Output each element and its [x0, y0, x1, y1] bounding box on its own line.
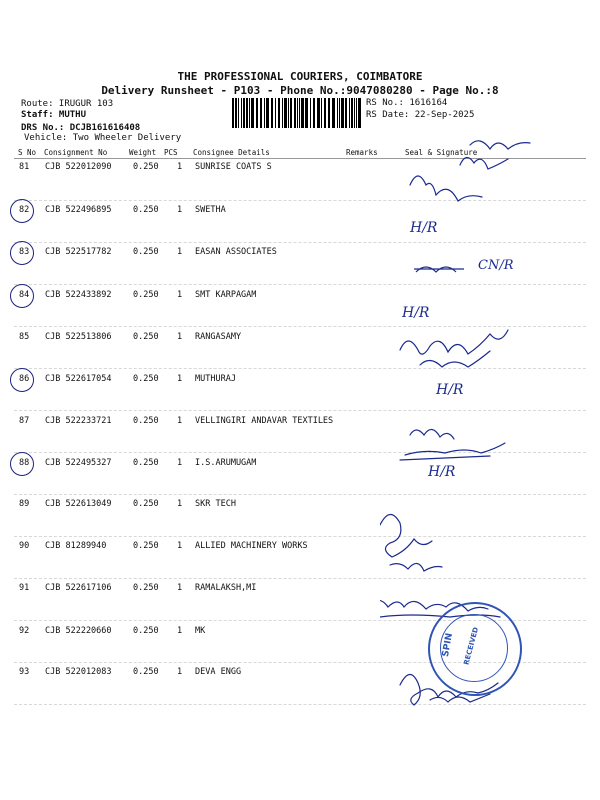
row-consignee: MUTHURAJ — [195, 374, 236, 384]
rs-number: RS No.: 1616164 — [366, 98, 448, 108]
row-consignment: CJB 522617054 — [45, 374, 112, 384]
stamp-received-text: RECEIVED — [462, 626, 481, 666]
row-weight: 0.250 — [133, 458, 159, 468]
barcode-bar — [246, 98, 248, 128]
row-consignee: VELLINGIRI ANDAVAR TEXTILES — [195, 416, 334, 426]
row-pcs: 1 — [177, 332, 183, 342]
barcode-bar — [321, 98, 322, 128]
col-weight: Weight — [129, 148, 157, 157]
barcode-bar — [299, 98, 300, 128]
drs-label: DRS No.: DCJB161616408 — [21, 123, 141, 133]
row-consignment: CJB 522433892 — [45, 290, 112, 300]
runsheet-subtitle: Delivery Runsheet - P103 - Phone No.:9047080280 - Page No.:8 — [101, 84, 499, 97]
row-sno: 86 — [19, 374, 30, 384]
row-pcs: 1 — [177, 416, 183, 426]
signature-row-90 — [380, 514, 442, 571]
row-consignee: DEVA ENGG — [195, 667, 242, 677]
barcode-bar — [349, 98, 350, 128]
barcode-bar — [282, 98, 283, 128]
barcode-bar — [232, 98, 234, 128]
staff-label: Staff: MUTHU — [21, 110, 87, 120]
row-consignee: SMT KARPAGAM — [195, 290, 257, 300]
row-consignment: CJB 522220660 — [45, 626, 112, 636]
barcode-bar — [324, 98, 326, 128]
row-pcs: 1 — [177, 374, 183, 384]
annotation-hr-85: H/R — [402, 305, 430, 321]
row-pcs: 1 — [177, 626, 183, 636]
row-sno: 82 — [19, 205, 30, 215]
row-consignee: SWETHA — [195, 205, 226, 215]
vehicle-label: Vehicle: Two Wheeler Delivery — [24, 133, 182, 143]
row-pcs: 1 — [177, 290, 183, 300]
row-weight: 0.250 — [133, 332, 159, 342]
signature-row-85-86 — [400, 330, 508, 367]
row-consignment: CJB 522012090 — [45, 162, 112, 172]
row-pcs: 1 — [177, 583, 183, 593]
route-label: Route: IRUGUR 103 — [21, 99, 114, 109]
barcode-bar — [243, 98, 245, 128]
row-sno: 83 — [19, 247, 30, 257]
row-consignee: SKR TECH — [195, 499, 236, 509]
row-sno: 85 — [19, 332, 30, 342]
row-consignee: SUNRISE COATS S — [195, 162, 272, 172]
row-consignment: CJB 522517782 — [45, 247, 112, 257]
barcode-bar — [241, 98, 242, 128]
row-weight: 0.250 — [133, 541, 159, 551]
annotation-cnr-84: CN/R — [478, 258, 514, 273]
row-weight: 0.250 — [133, 667, 159, 677]
barcode-bar — [284, 98, 287, 128]
row-consignment: CJB 522496895 — [45, 205, 112, 215]
row-sno: 89 — [19, 499, 30, 509]
row-consignment: CJB 522513806 — [45, 332, 112, 342]
row-sno: 84 — [19, 290, 30, 300]
barcode-bar — [238, 98, 239, 128]
barcode-bar — [341, 98, 344, 128]
row-weight: 0.250 — [133, 247, 159, 257]
row-weight: 0.250 — [133, 416, 159, 426]
row-pcs: 1 — [177, 458, 183, 468]
barcode-bar — [356, 98, 357, 128]
row-pcs: 1 — [177, 499, 183, 509]
row-pcs: 1 — [177, 541, 183, 551]
row-sno: 88 — [19, 458, 30, 468]
row-weight: 0.250 — [133, 374, 159, 384]
col-consignee: Consignee Details — [193, 148, 270, 157]
company-title: THE PROFESSIONAL COURIERS, COIMBATORE — [177, 70, 423, 83]
barcode-bar — [345, 98, 347, 128]
barcode-bar — [354, 98, 355, 128]
annotation-hr-86: H/R — [436, 382, 464, 398]
signature-row-87-88 — [400, 429, 505, 460]
row-consignment: CJB 522613049 — [45, 499, 112, 509]
barcode-bar — [249, 98, 250, 128]
row-consignee: I.S.ARUMUGAM — [195, 458, 257, 468]
row-consignment: CJB 522233721 — [45, 416, 112, 426]
barcode-bar — [271, 98, 273, 128]
barcode-bar — [290, 98, 292, 128]
col-sno: S No — [18, 148, 37, 157]
barcode-bar — [251, 98, 254, 128]
barcode-graphic — [232, 98, 362, 128]
row-sno: 93 — [19, 667, 30, 677]
row-sno: 90 — [19, 541, 30, 551]
row-consignment: CJB 522495327 — [45, 458, 112, 468]
col-remarks: Remarks — [346, 148, 378, 157]
col-pcs: PCS — [164, 148, 178, 157]
stamp-spin-text: SPIN — [440, 632, 455, 658]
row-weight: 0.250 — [133, 583, 159, 593]
barcode-bar — [288, 98, 289, 128]
barcode-bar — [337, 98, 338, 128]
signature-row-81 — [410, 141, 530, 201]
barcode-bar — [351, 98, 353, 128]
col-consignment: Consignment No — [44, 148, 108, 157]
barcode-bar — [310, 98, 311, 128]
annotation-hr-83: H/R — [410, 220, 438, 236]
row-weight: 0.250 — [133, 162, 159, 172]
barcode — [232, 98, 362, 128]
barcode-bar — [317, 98, 320, 128]
row-consignment: CJB 81289940 — [45, 541, 107, 551]
row-weight: 0.250 — [133, 205, 159, 215]
barcode-bar — [339, 98, 340, 128]
row-consignee: ALLIED MACHINERY WORKS — [195, 541, 308, 551]
barcode-bar — [278, 98, 280, 128]
row-consignment: CJB 522617106 — [45, 583, 112, 593]
row-sno: 92 — [19, 626, 30, 636]
barcode-bar — [260, 98, 262, 128]
row-pcs: 1 — [177, 205, 183, 215]
barcode-bar — [305, 98, 308, 128]
received-stamp — [428, 602, 522, 696]
barcode-bar — [328, 98, 330, 128]
row-consignee: MK — [195, 626, 206, 636]
barcode-bar — [275, 98, 276, 128]
barcode-bar — [301, 98, 304, 128]
col-seal: Seal & Signature — [405, 148, 478, 157]
row-pcs: 1 — [177, 247, 183, 257]
row-weight: 0.250 — [133, 626, 159, 636]
rs-date: RS Date: 22-Sep-2025 — [366, 110, 475, 120]
row-sno: 87 — [19, 416, 30, 426]
row-pcs: 1 — [177, 667, 183, 677]
strikethrough-scribble — [414, 260, 466, 278]
row-sno: 81 — [19, 162, 30, 172]
barcode-bar — [266, 98, 269, 128]
barcode-bar — [256, 98, 258, 128]
barcode-bar — [358, 98, 361, 128]
row-consignee: RANGASAMY — [195, 332, 242, 342]
barcode-bar — [294, 98, 296, 128]
barcode-bar — [297, 98, 298, 128]
barcode-bar — [235, 98, 237, 128]
row-consignment: CJB 522012083 — [45, 667, 112, 677]
row-weight: 0.250 — [133, 499, 159, 509]
row-pcs: 1 — [177, 162, 183, 172]
barcode-bar — [264, 98, 265, 128]
barcode-bar — [313, 98, 315, 128]
row-sno: 91 — [19, 583, 30, 593]
row-consignee: EASAN ASSOCIATES — [195, 247, 277, 257]
annotation-hr-88: H/R — [428, 464, 456, 480]
barcode-bar — [332, 98, 335, 128]
row-weight: 0.250 — [133, 290, 159, 300]
row-consignee: RAMALAKSH,MI — [195, 583, 257, 593]
